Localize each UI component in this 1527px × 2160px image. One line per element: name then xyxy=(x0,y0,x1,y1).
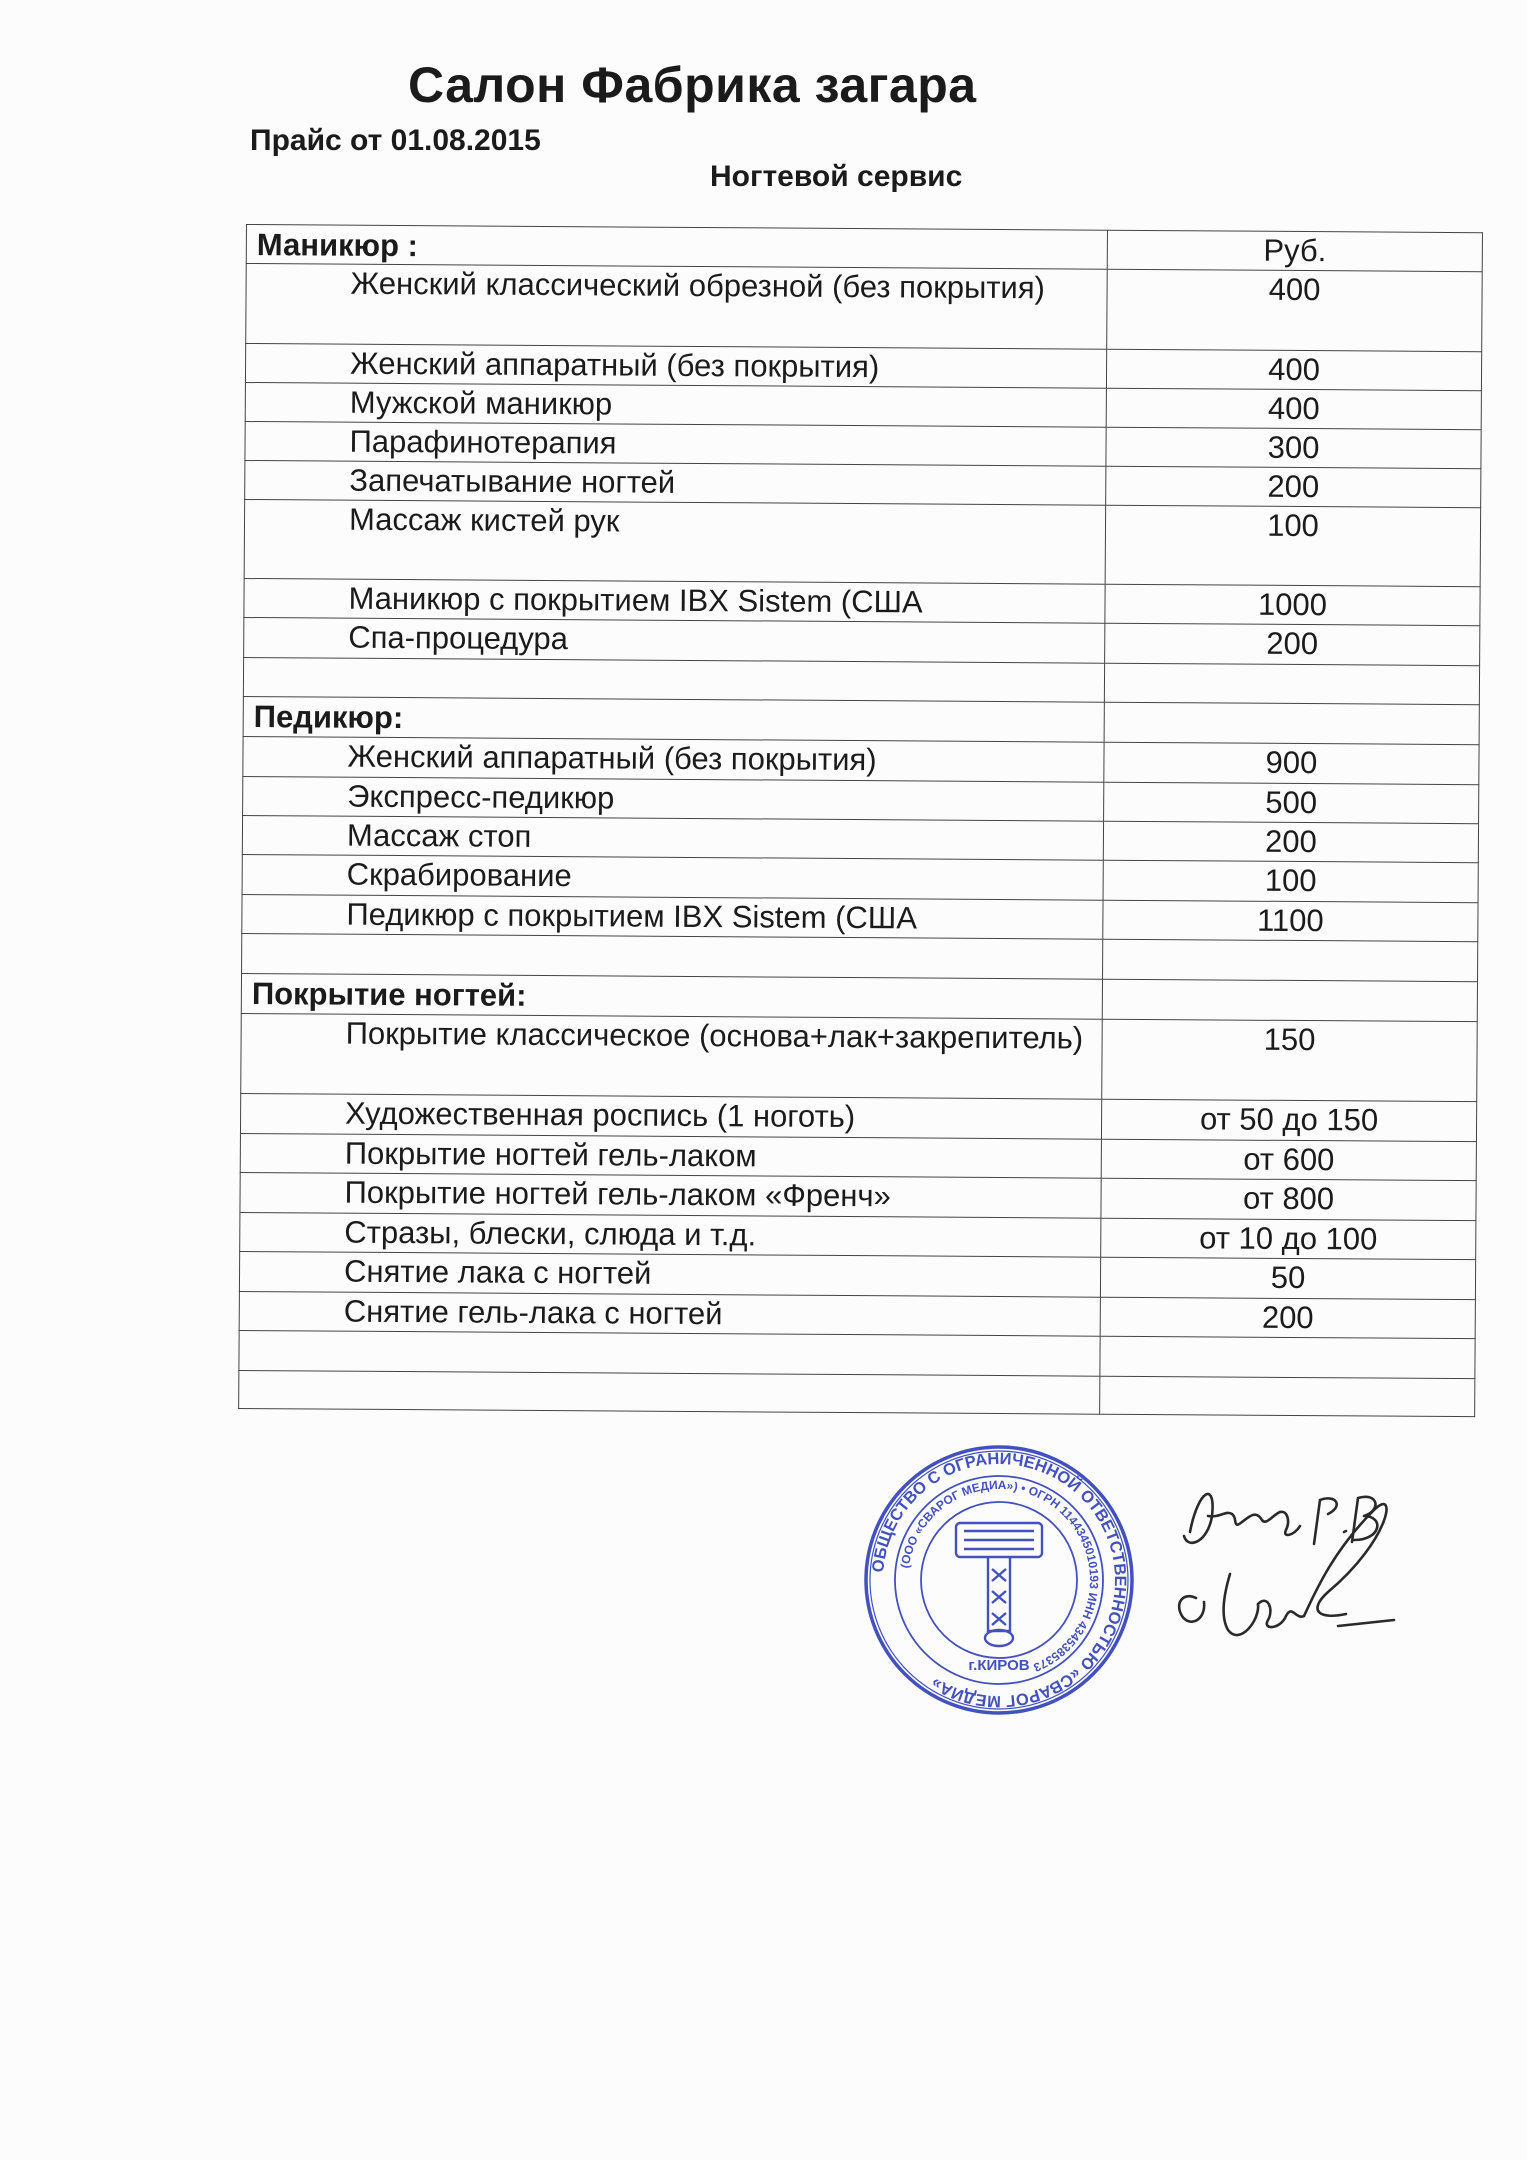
price-table xyxy=(238,224,1483,1417)
salon-title: Салон Фабрика загара xyxy=(408,57,977,113)
service-name: Парафинотерапия xyxy=(349,423,617,461)
currency-header: Руб. xyxy=(1107,230,1482,271)
service-name: Массаж кистей рук xyxy=(348,501,620,539)
service-name: Мужской маникюр xyxy=(349,384,613,422)
section-title: Ногтевой сервис xyxy=(710,160,963,193)
service-price: от 50 до 150 xyxy=(1101,1099,1476,1141)
company-seal xyxy=(862,1443,1136,1717)
service-name: Экспресс-педикюр xyxy=(347,778,615,816)
service-name: Запечатывание ногтей xyxy=(349,462,676,500)
service-price: 500 xyxy=(1104,782,1479,823)
service-name: Покрытие ногтей гель-лаком «Френч» xyxy=(344,1174,891,1214)
category-pedicure: Педикюр: xyxy=(253,699,404,736)
service-name: Женский аппаратный (без покрытия) xyxy=(347,738,877,778)
service-price: 1000 xyxy=(1105,584,1480,625)
service-price: 100 xyxy=(1105,505,1481,586)
service-name: Спа-процедура xyxy=(348,619,569,657)
service-name: Педикюр с покрытием IBX Sistem (США xyxy=(346,896,918,936)
service-price: 150 xyxy=(1102,1019,1478,1101)
service-name: Скрабирование xyxy=(346,856,572,894)
seal-city: г.КИРОВ xyxy=(968,1657,1030,1674)
service-name: Покрытие классическое (основа+лак+закрепитель) xyxy=(345,1015,1084,1056)
service-price: 1100 xyxy=(1103,900,1478,941)
service-price: от 10 до 100 xyxy=(1101,1218,1476,1259)
category-manicure: Маникюр : xyxy=(256,227,419,264)
service-price: 300 xyxy=(1106,427,1481,468)
handwritten-signature xyxy=(1168,1470,1428,1680)
service-name: Маникюр с покрытием IBX Sistem (США xyxy=(348,580,923,620)
service-price: 200 xyxy=(1105,623,1480,665)
service-name: Стразы, блески, слюда и т.д. xyxy=(344,1214,757,1253)
table-row xyxy=(244,499,1480,586)
service-name: Покрытие ногтей гель-лаком xyxy=(344,1135,757,1174)
service-name: Снятие гель-лака с ногтей xyxy=(343,1293,723,1332)
hammer-icon xyxy=(956,1523,1042,1646)
service-price: 200 xyxy=(1106,466,1481,507)
service-price: 400 xyxy=(1107,269,1483,351)
service-name: Снятие лака с ногтей xyxy=(343,1253,652,1291)
service-price: 50 xyxy=(1100,1257,1475,1299)
service-price: 200 xyxy=(1103,821,1478,862)
service-price: 400 xyxy=(1106,349,1481,390)
service-name: Художественная роспись (1 ноготь) xyxy=(344,1095,856,1135)
table-row xyxy=(241,1013,1478,1101)
seal-outer-text: ОБЩЕСТВО С ОГРАНИЧЕННОЙ ОТВЕТСТВЕННОСТЬЮ «СВАРОГ МЕДИА» xyxy=(869,1449,1130,1711)
service-price: 100 xyxy=(1103,860,1478,902)
service-name: Массаж стоп xyxy=(346,817,532,854)
service-price: от 800 xyxy=(1101,1178,1476,1220)
service-name: Женский аппаратный (без покрытия) xyxy=(349,345,880,385)
service-name: Женский классический обрезной (без покрытия) xyxy=(350,265,1046,306)
empty-row xyxy=(239,1370,1475,1416)
service-price: от 600 xyxy=(1101,1139,1476,1180)
service-price: 900 xyxy=(1104,742,1479,784)
seal-inner-text: (ООО «СВАРОГ МЕДИА») • ОГРН 1144345010193 ИНН 4345385373 xyxy=(897,1477,1102,1675)
service-price: 400 xyxy=(1106,388,1481,429)
category-coating: Покрытие ногтей: xyxy=(251,976,527,1013)
service-price: 200 xyxy=(1100,1297,1475,1338)
table-row xyxy=(246,264,1483,352)
price-date: Прайс от 01.08.2015 xyxy=(250,124,541,157)
